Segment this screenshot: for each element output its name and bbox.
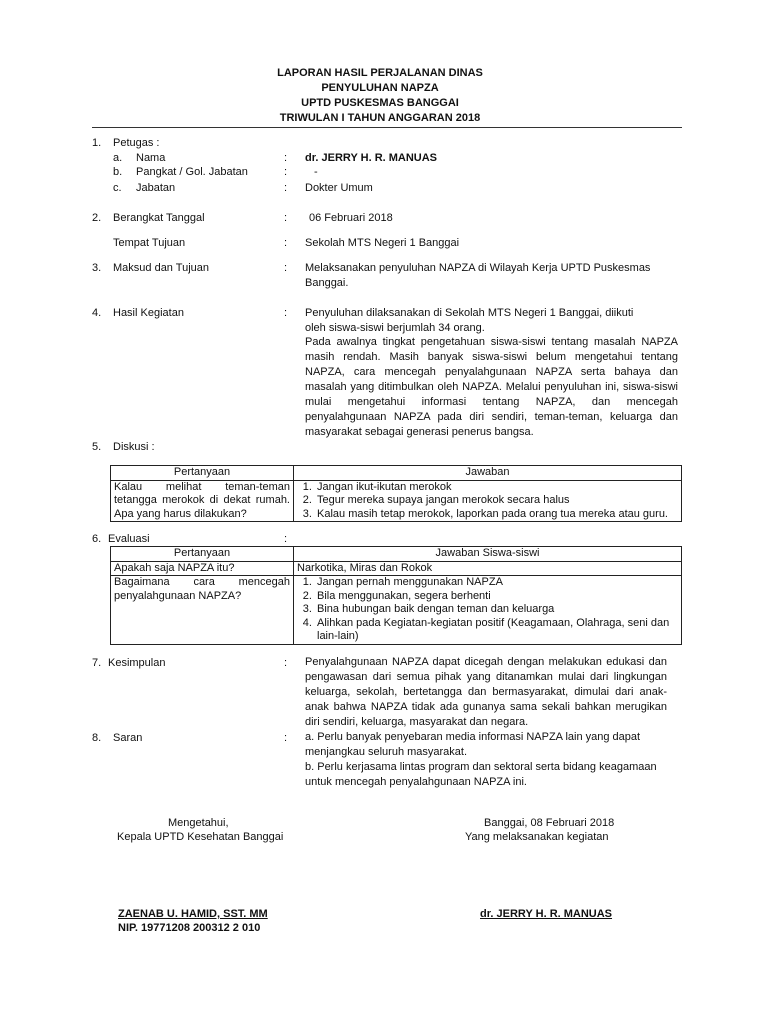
diskusi-label: Diskusi :: [113, 441, 155, 453]
saran-a: a. Perlu banyak penyebaran media informasi NAPZA lain yang dapat menjangkau seluruh masyarakat.: [305, 731, 641, 758]
tujuan-label: Tempat Tujuan: [113, 237, 186, 249]
evaluasi-label: Evaluasi: [108, 533, 150, 545]
diskusi-answer-cell: [294, 480, 682, 522]
hasil-line2: oleh siswa-siswi berjumlah 34 orang.: [305, 322, 485, 334]
signature-left-title: Mengetahui,: [168, 817, 229, 829]
colon: :: [284, 657, 288, 669]
item-letter: b.: [113, 166, 123, 178]
jabatan-label: Jabatan: [136, 182, 176, 194]
colon: :: [284, 237, 288, 249]
column-header: Pertanyaan: [111, 547, 294, 562]
signature-right-position: Yang melaksanakan kegiatan: [465, 831, 609, 843]
saran-b: b. Perlu kerjasama lintas program dan sektoral serta bidang keagamaan untuk mencegah penyalahgunaan NAPZA ini.: [305, 761, 657, 788]
item-letter: a.: [113, 152, 123, 164]
section-number: 7.: [92, 657, 102, 669]
maksud-line2: Banggai.: [305, 277, 349, 289]
hasil-label: Hasil Kegiatan: [113, 307, 184, 319]
section-number: 3.: [92, 262, 102, 274]
kesimpulan-text: Penyalahgunaan NAPZA dapat dicegah dengan melakukan edukasi dan pengawasan dari semua pihak yang ditanamkan mulai dari lingkungan keluarga, sekolah, bertetangga dan bermasyarakat, dimulai dari anak-anak bahwa NAPZA tidak ada gunanya sama sekali bahkan merugikan diri sendiri, keluarga, masyarakat dan negara.: [305, 656, 667, 728]
list-item: 1. Jangan pernah menggunakan NAPZA: [315, 576, 678, 590]
section-number: 6.: [92, 533, 102, 545]
colon: :: [284, 533, 288, 545]
nama-label: Nama: [136, 152, 166, 164]
evaluasi-answer-1: Narkotika, Miras dan Rokok: [294, 561, 682, 576]
diskusi-question: Kalau melihat teman-teman tetangga merokok di dekat rumah. Apa yang harus dilakukan?: [111, 480, 294, 522]
section-number: 1.: [92, 137, 102, 149]
evaluasi-question-2: Bagaimana cara mencegah penyalahgunaan NAPZA?: [111, 576, 294, 645]
section-number: 2.: [92, 212, 102, 224]
item-letter: c.: [113, 182, 122, 194]
colon: :: [284, 166, 288, 178]
list-item: 3. Kalau masih tetap merokok, laporkan pada orang tua mereka atau guru.: [315, 508, 678, 522]
kesimpulan-label: Kesimpulan: [108, 657, 166, 669]
berangkat-label: Berangkat Tanggal: [113, 212, 205, 224]
section-number: 4.: [92, 307, 102, 319]
list-item: 2. Tegur mereka supaya jangan merokok secara halus: [315, 494, 678, 508]
tujuan-value: Sekolah MTS Negeri 1 Banggai: [305, 237, 460, 249]
list-item: 1. Jangan ikut-ikutan merokok: [315, 481, 678, 495]
colon: :: [284, 212, 288, 224]
pangkat-value: -: [314, 166, 318, 178]
colon: :: [284, 152, 288, 164]
diskusi-table: [110, 465, 682, 522]
maksud-line1: Melaksanakan penyuluhan NAPZA di Wilayah Kerja UPTD Puskesmas: [305, 262, 651, 274]
header-divider: [92, 127, 682, 128]
report-title: LAPORAN HASIL PERJALANAN DINAS: [277, 67, 483, 79]
report-institution: UPTD PUSKESMAS BANGGAI: [301, 97, 459, 109]
petugas-label: Petugas :: [113, 137, 160, 149]
hasil-line1: Penyuluhan dilaksanakan di Sekolah MTS Negeri 1 Banggai, diikuti: [305, 307, 634, 319]
column-header: Pertanyaan: [111, 466, 294, 481]
list-item: 2. Bila menggunakan, segera berhenti: [315, 590, 678, 604]
evaluasi-answer-list: [297, 576, 678, 644]
report-period: TRIWULAN I TAHUN ANGGARAN 2018: [279, 112, 481, 124]
hasil-paragraph: Pada awalnya tingkat pengetahuan siswa-siswi tentang masalah NAPZA masih rendah. Masih banyak siswa-siswi belum mengetahui tentang NAPZA, cara mencegah penyalahgunaan NAPZA serta bahaya dan masalah yang ditimbulkan oleh NAPZA. Melalui penyuluhan ini, siswa-siswi mulai mengetahui informasi tentang NAPZA, dan mencegah penyalahgunaan NAPZA pada diri sendiri, teman-teman, keluarga dan masyarakat sebagai generasi penerus bangsa.: [305, 336, 678, 438]
evaluasi-answer-cell: [294, 576, 682, 645]
berangkat-value: 06 Februari 2018: [309, 212, 393, 224]
maksud-label: Maksud dan Tujuan: [113, 262, 210, 274]
colon: :: [284, 182, 288, 194]
list-item: 3. Bina hubungan baik dengan teman dan keluarga: [315, 603, 678, 617]
signature-right-name: dr. JERRY H. R. MANUAS: [480, 908, 613, 920]
colon: :: [284, 732, 288, 744]
column-header: Jawaban Siswa-siswi: [294, 547, 682, 562]
evaluasi-table: [110, 546, 682, 645]
nama-value: dr. JERRY H. R. MANUAS: [305, 152, 438, 164]
diskusi-answer-list: [297, 481, 678, 522]
colon: :: [284, 262, 288, 274]
section-number: 5.: [92, 441, 102, 453]
signature-left-name: ZAENAB U. HAMID, SST. MM: [118, 908, 268, 920]
column-header: Jawaban: [294, 466, 682, 481]
pangkat-label: Pangkat / Gol. Jabatan: [136, 166, 248, 178]
evaluasi-question-1: Apakah saja NAPZA itu?: [111, 561, 294, 576]
signature-left-position: Kepala UPTD Kesehatan Banggai: [117, 831, 284, 843]
colon: :: [284, 307, 288, 319]
saran-label: Saran: [113, 732, 143, 744]
section-number: 8.: [92, 732, 102, 744]
report-subtitle: PENYULUHAN NAPZA: [321, 82, 439, 94]
signature-left-nip: NIP. 19771208 200312 2 010: [118, 922, 261, 934]
signature-right-place-date: Banggai, 08 Februari 2018: [484, 817, 615, 829]
jabatan-value: Dokter Umum: [305, 182, 373, 194]
list-item: 4. Alihkan pada Kegiatan-kegiatan positif (Keagamaan, Olahraga, seni dan lain-lain): [315, 617, 678, 644]
